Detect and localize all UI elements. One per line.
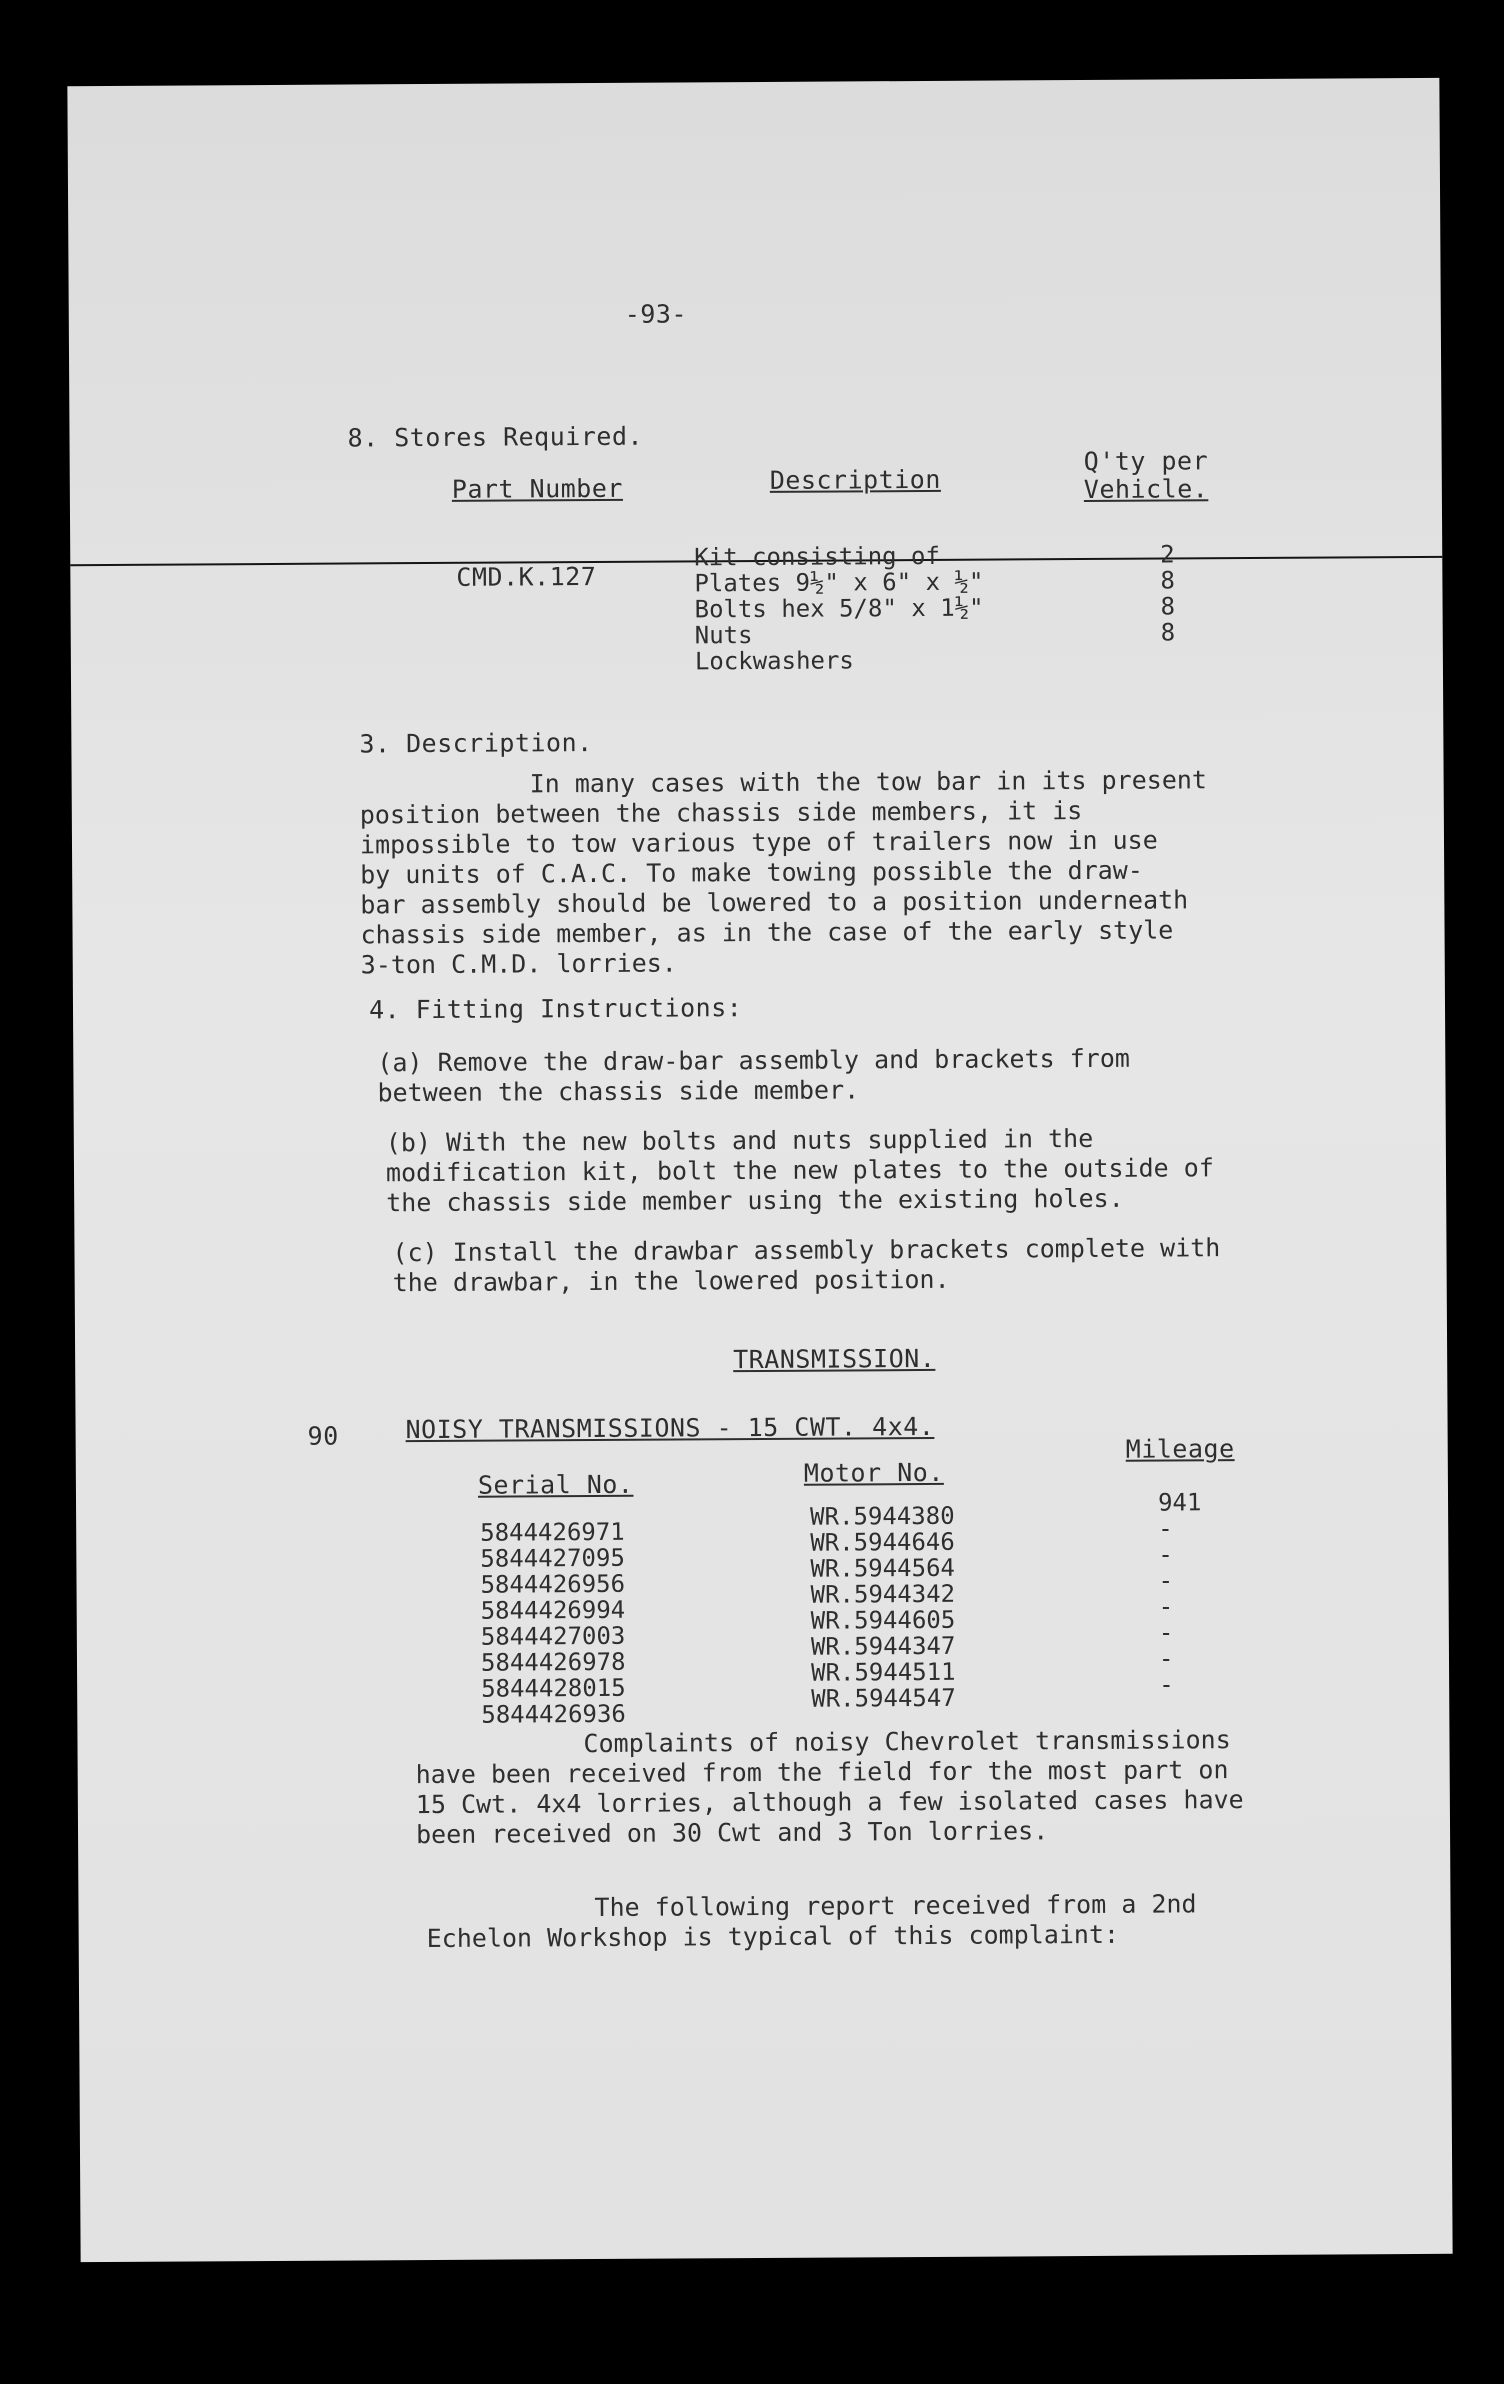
column-header-motor: Motor No. xyxy=(803,1457,944,1488)
stores-item-qty: 8 xyxy=(1160,592,1176,621)
motor-number: WR.5944511 xyxy=(810,1657,956,1687)
paragraph-line: Echelon Workshop is typical of this complaint: xyxy=(426,1919,1120,1954)
paragraph-line: have been received from the field for the most part on xyxy=(415,1755,1229,1790)
column-header-serial: Serial No. xyxy=(477,1469,634,1500)
paragraph-line: (a) Remove the draw-bar assembly and brackets from xyxy=(377,1043,1130,1078)
stores-qty-list xyxy=(1160,541,1175,645)
paragraph-line: chassis side member, as in the case of the early style xyxy=(360,915,1174,950)
transmission-title: TRANSMISSION. xyxy=(733,1343,936,1375)
transmission-subtitle: NOISY TRANSMISSIONS - 15 CWT. 4x4. xyxy=(405,1411,935,1445)
page-number: -93- xyxy=(624,299,688,329)
paragraph-line: impossible to tow various type of trailers now in use xyxy=(359,825,1158,860)
section-4-heading: 4. Fitting Instructions: xyxy=(368,993,743,1025)
serial-number: 5844426936 xyxy=(481,1699,626,1729)
mileage-value: - xyxy=(1158,1514,1173,1543)
section-8-heading: 8. Stores Required. xyxy=(347,421,644,453)
serial-number: 5844428015 xyxy=(481,1673,626,1703)
paragraph-line: (c) Install the drawbar assembly brackets complete with xyxy=(392,1233,1221,1268)
mileage-value: - xyxy=(1158,1644,1174,1673)
stores-item-description: Kit consisting of xyxy=(694,541,940,572)
part-number-value: CMD.K.127 xyxy=(456,561,597,592)
mileage-value: - xyxy=(1158,1618,1174,1647)
motor-number: WR.5944605 xyxy=(810,1605,956,1635)
serial-number-list xyxy=(480,1519,626,1728)
paragraph-line: the chassis side member using the existing holes. xyxy=(386,1183,1124,1218)
paragraph-line: The following report received from a 2nd xyxy=(594,1889,1197,1923)
motor-number: WR.5944547 xyxy=(811,1683,956,1713)
paragraph-line: by units of C.A.C. To make towing possible the draw- xyxy=(360,855,1143,890)
stores-item-description: Plates 9½" x 6" x ½" xyxy=(694,567,984,598)
serial-number: 5844426994 xyxy=(480,1595,626,1625)
stores-item-qty: 8 xyxy=(1160,566,1175,595)
paragraph-line: bar assembly should be lowered to a position underneath xyxy=(360,885,1189,920)
column-header-qty-line-1: Q'ty per xyxy=(1083,446,1209,477)
serial-number: 5844426971 xyxy=(480,1517,625,1547)
mileage-list xyxy=(1158,1489,1203,1697)
paragraph-line: 3-ton C.M.D. lorries. xyxy=(360,948,677,980)
stores-item-description: Lockwashers xyxy=(694,646,854,676)
paragraph-line: modification kit, bolt the new plates to the outside of xyxy=(385,1153,1214,1188)
paragraph-line: been received on 30 Cwt and 3 Ton lorries. xyxy=(415,1816,1049,1850)
serial-number: 5844426956 xyxy=(480,1569,626,1599)
mileage-value: - xyxy=(1158,1592,1174,1621)
stores-item-qty: 8 xyxy=(1160,618,1176,647)
serial-number: 5844427095 xyxy=(480,1543,625,1573)
document-sheet xyxy=(67,78,1452,2262)
paragraph-line: Complaints of noisy Chevrolet transmissions xyxy=(583,1725,1231,1759)
column-header-mileage: Mileage xyxy=(1125,1434,1235,1464)
serial-number: 5844426978 xyxy=(480,1647,626,1677)
paragraph-line: position between the chassis side members, it is xyxy=(359,796,1083,830)
stores-item-description: Bolts hex 5/8" x 1½" xyxy=(694,593,984,624)
mileage-value: 941 xyxy=(1157,1488,1202,1517)
mileage-value: - xyxy=(1158,1566,1174,1595)
section-3-heading: 3. Description. xyxy=(359,728,593,759)
item-number: 90 xyxy=(307,1421,339,1451)
column-header-description: Description xyxy=(769,464,941,495)
paragraph-line: 15 Cwt. 4x4 lorries, although a few isolated cases have xyxy=(415,1785,1244,1820)
motor-number: WR.5944646 xyxy=(810,1527,955,1557)
paragraph-line: the drawbar, in the lowered position. xyxy=(392,1264,950,1298)
motor-number-list xyxy=(810,1503,956,1712)
paragraph-line: between the chassis side member. xyxy=(377,1075,860,1108)
column-header-part-number: Part Number xyxy=(451,473,624,504)
mileage-value: - xyxy=(1159,1670,1174,1699)
stores-description-list xyxy=(694,543,984,675)
stores-item-description: Nuts xyxy=(694,621,753,650)
mileage-value: - xyxy=(1158,1540,1173,1569)
motor-number: WR.5944342 xyxy=(810,1579,956,1609)
paragraph-line: In many cases with the tow bar in its present xyxy=(529,765,1208,799)
motor-number: WR.5944347 xyxy=(810,1631,956,1661)
motor-number: WR.5944380 xyxy=(810,1501,955,1531)
stores-item-qty: 2 xyxy=(1160,540,1175,569)
motor-number: WR.5944564 xyxy=(810,1553,956,1583)
column-header-qty-line-2: Vehicle. xyxy=(1083,474,1209,505)
serial-number: 5844427003 xyxy=(480,1621,626,1651)
paragraph-line: (b) With the new bolts and nuts supplied in the xyxy=(385,1123,1094,1158)
